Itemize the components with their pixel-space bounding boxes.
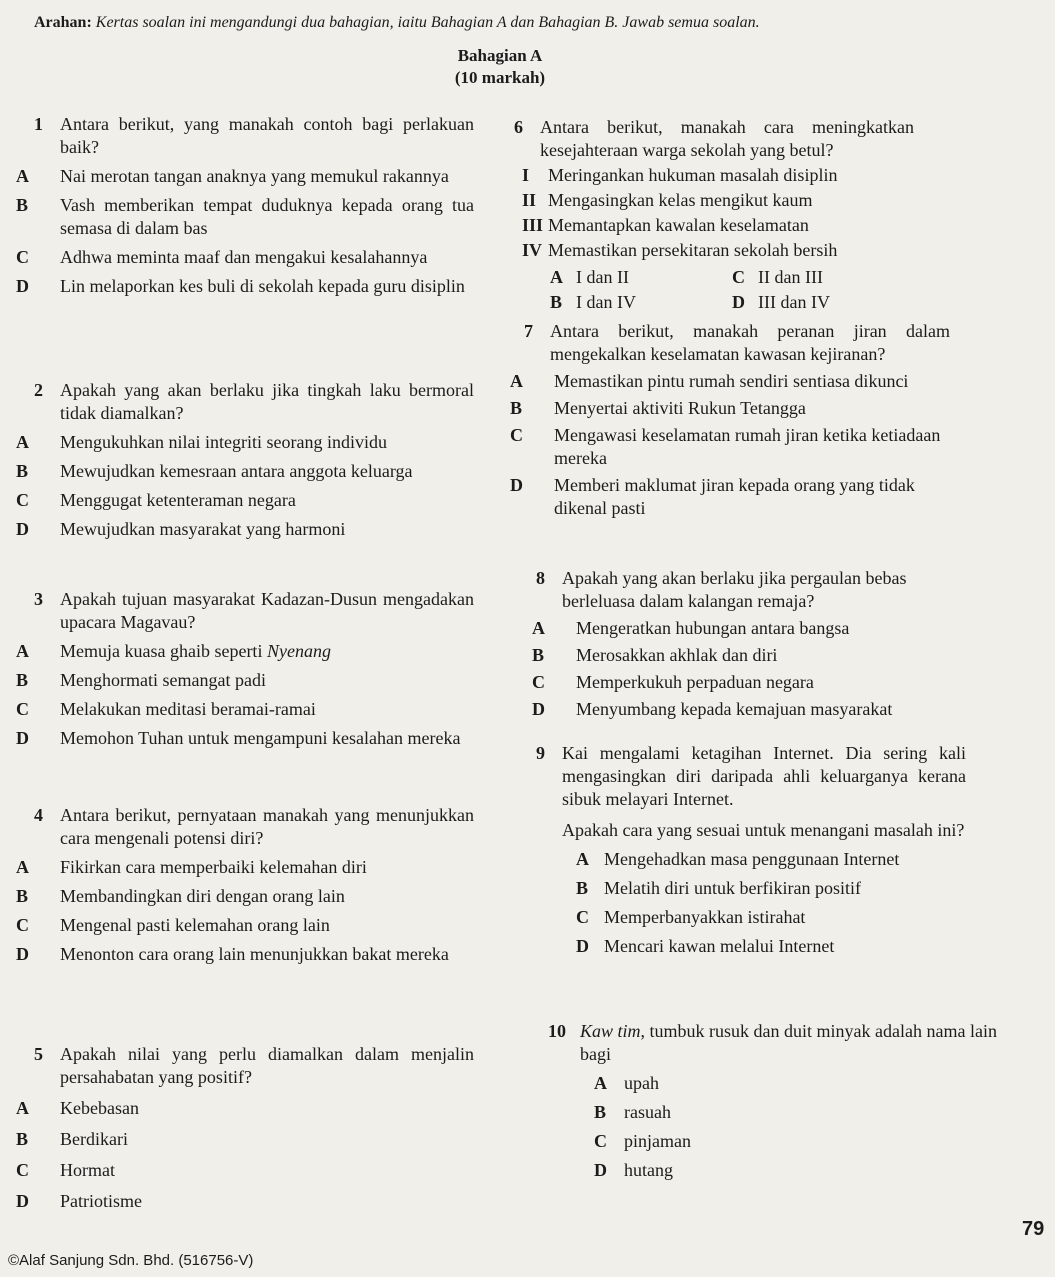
option-c[interactable]: C II dan III <box>732 267 823 287</box>
question-1 <box>16 113 474 298</box>
option-c[interactable]: C Mengawasi keselamatan rumah jiran ketika ketiadaan mereka <box>510 425 941 468</box>
question-number: 1 <box>34 114 43 134</box>
option-d[interactable]: D Menyumbang kepada kemajuan masyarakat <box>532 699 893 719</box>
question-number: 4 <box>34 805 43 825</box>
option-a[interactable]: A Nai merotan tangan anaknya yang memukul rakannya <box>16 166 449 186</box>
question-stem: Apakah tujuan masyarakat Kadazan-Dusun mengadakan upacara Magavau? <box>60 589 474 632</box>
option-c[interactable]: C Adhwa meminta maaf dan mengakui kesalahannya <box>16 247 428 267</box>
option-b[interactable]: B Melatih diri untuk berfikiran positif <box>576 878 861 898</box>
option-d[interactable]: D Memberi maklumat jiran kepada orang yang tidak dikenal pasti <box>510 475 915 518</box>
option-c[interactable]: C Memperbanyakkan istirahat <box>576 907 806 927</box>
question-10 <box>548 1020 1028 1182</box>
question-9 <box>536 742 966 958</box>
question-stem: Antara berikut, pernyataan manakah yang menunjukkan cara mengenali potensi diri? <box>60 805 474 848</box>
question-number: 6 <box>514 117 523 137</box>
option-a[interactable]: A I dan II <box>550 267 629 287</box>
option-b[interactable]: B Menghormati semangat padi <box>16 670 266 690</box>
section-marks: (10 markah) <box>454 68 546 87</box>
option-c[interactable]: C Memperkukuh perpaduan negara <box>532 672 814 692</box>
instruction-prefix: Arahan: <box>34 14 92 31</box>
option-a[interactable]: A Mengehadkan masa penggunaan Internet <box>576 849 900 869</box>
question-number: 3 <box>34 589 43 609</box>
option-a[interactable]: A Memastikan pintu rumah sendiri sentiasa dikunci <box>510 371 909 391</box>
question-stem: Apakah yang akan berlaku jika tingkah laku bermoral tidak diamalkan? <box>60 380 474 423</box>
statement-iii: III Memantapkan kawalan keselamatan <box>522 215 809 235</box>
option-c[interactable]: C pinjaman <box>594 1131 691 1151</box>
option-d[interactable]: D hutang <box>594 1160 673 1180</box>
question-2 <box>16 379 474 541</box>
statement-iv: IV Memastikan persekitaran sekolah bersih <box>522 240 838 260</box>
option-a[interactable]: A Kebebasan <box>16 1098 139 1118</box>
question-stem: Antara berikut, manakah cara meningkatkan kesejahteraan warga sekolah yang betul? <box>540 117 914 160</box>
option-a[interactable]: A Memuja kuasa ghaib seperti Nyenang <box>16 641 331 661</box>
option-b[interactable]: B Merosakkan akhlak dan diri <box>532 645 778 665</box>
option-a[interactable]: A Mengukuhkan nilai integriti seorang individu <box>16 432 387 452</box>
question-stem: Kai mengalami ketagihan Internet. Dia sering kali mengasingkan diri daripada ahli keluarganya kerana sibuk melayari Internet. <box>562 743 966 809</box>
question-number: 9 <box>536 743 545 763</box>
instruction-body: Kertas soalan ini mengandungi dua bahagian, iaitu Bahagian A dan Bahagian B. Jawab semua soalan. <box>95 14 760 31</box>
page-number: 79 <box>1022 1218 1045 1240</box>
option-d[interactable]: D Memohon Tuhan untuk mengampuni kesalahan mereka <box>16 728 461 748</box>
option-row-2 <box>550 291 914 314</box>
question-7 <box>510 320 950 520</box>
question-stem: Apakah nilai yang perlu diamalkan dalam menjalin persahabatan yang positif? <box>60 1044 474 1087</box>
option-a[interactable]: A Mengeratkan hubungan antara bangsa <box>532 618 850 638</box>
question-stem: , tumbuk rusuk dan duit minyak adalah nama lain bagi <box>580 1021 997 1064</box>
publisher-footer: ©Alaf Sanjung Sdn. Bhd. (516756-V) <box>8 1252 254 1269</box>
statement-i: I Meringankan hukuman masalah disiplin <box>522 165 838 185</box>
option-b[interactable]: B Membandingkan diri dengan orang lain <box>16 886 345 906</box>
question-8 <box>532 567 956 721</box>
option-a[interactable]: A Fikirkan cara memperbaiki kelemahan diri <box>16 857 367 877</box>
option-d[interactable]: D Lin melaporkan kes buli di sekolah kepada guru disiplin <box>16 276 465 296</box>
option-d[interactable]: D Mewujudkan masyarakat yang harmoni <box>16 519 346 539</box>
question-5 <box>16 1043 474 1213</box>
question-stem: Antara berikut, manakah peranan jiran dalam mengekalkan keselamatan kawasan kejiranan? <box>550 321 950 364</box>
question-4 <box>16 804 474 966</box>
option-c[interactable]: C Melakukan meditasi beramai-ramai <box>16 699 316 719</box>
option-b[interactable]: B Vash memberikan tempat duduknya kepada orang tua semasa di dalam bas <box>16 195 474 238</box>
question-stem: Antara berikut, yang manakah contoh bagi perlakuan baik? <box>60 114 474 157</box>
question-stem-2: Apakah cara yang sesuai untuk menangani masalah ini? <box>562 820 965 840</box>
option-c[interactable]: C Menggugat ketenteraman negara <box>16 490 296 510</box>
question-number: 10 <box>548 1021 566 1041</box>
section-title: Bahagian A <box>457 46 543 65</box>
option-d[interactable]: D Mencari kawan melalui Internet <box>576 936 835 956</box>
option-d[interactable]: D III dan IV <box>732 292 830 312</box>
option-b[interactable]: B Menyertai aktiviti Rukun Tetangga <box>510 398 806 418</box>
option-b[interactable]: B Mewujudkan kemesraan antara anggota keluarga <box>16 461 413 481</box>
option-b[interactable]: B Berdikari <box>16 1129 128 1149</box>
option-row-1 <box>550 266 914 289</box>
question-number: 5 <box>34 1044 43 1064</box>
question-3 <box>16 588 474 750</box>
option-c[interactable]: C Mengenal pasti kelemahan orang lain <box>16 915 330 935</box>
statement-ii: II Mengasingkan kelas mengikut kaum <box>522 190 813 210</box>
option-a[interactable]: A upah <box>594 1073 659 1093</box>
question-number: 8 <box>536 568 545 588</box>
question-number: 7 <box>524 321 533 341</box>
option-d[interactable]: D Patriotisme <box>16 1191 142 1211</box>
question-6 <box>514 116 914 314</box>
option-b[interactable]: B I dan IV <box>550 292 636 312</box>
question-stem-italic: Kaw tim <box>580 1021 641 1041</box>
question-number: 2 <box>34 380 43 400</box>
option-c[interactable]: C Hormat <box>16 1160 115 1180</box>
option-b[interactable]: B rasuah <box>594 1102 671 1122</box>
instruction-line <box>34 14 760 32</box>
question-stem: Apakah yang akan berlaku jika pergaulan bebas berleluasa dalam kalangan remaja? <box>562 568 907 611</box>
option-d[interactable]: D Menonton cara orang lain menunjukkan bakat mereka <box>16 944 449 964</box>
